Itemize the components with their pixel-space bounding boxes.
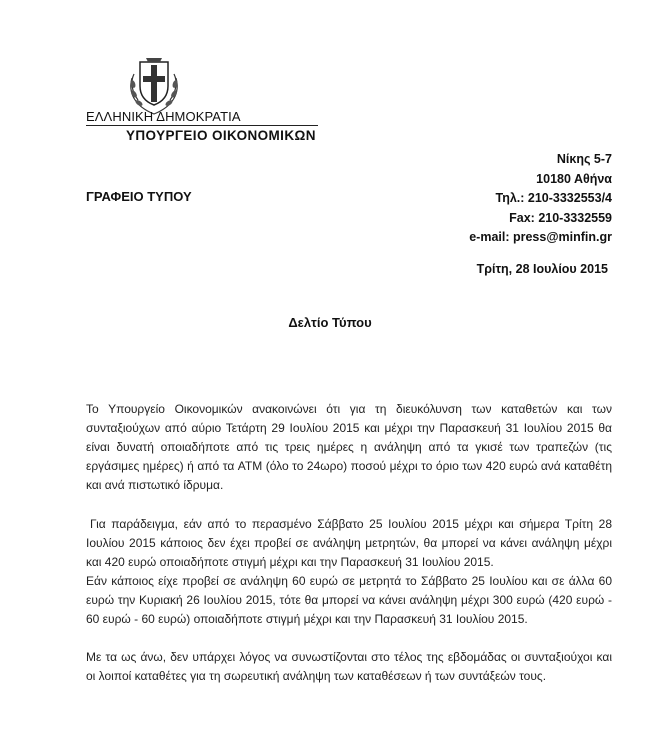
contact-city: 10180 Αθήνα — [536, 171, 612, 186]
contact-fax: Fax: 210-3332559 — [509, 210, 612, 225]
example-paragraph-text-2: Εάν κάποιος είχε προβεί σε ανάληψη 60 ευρώ σε μετρητά το Σάββατο 25 Ιουλίου και σε άλλα 60 ευρώ την Κυριακή 26 Ιουλίου 2015, τότε θα μπορεί να κάνει ανάληψη μέχρι 300 ευρώ (420 ευρώ - 60 ευρώ - 60 ευρώ) οποιαδήποτε στιγμή μέχρι και την Παρασκευή 31 Ιουλίου 2015. — [86, 574, 612, 626]
office-name: ΓΡΑΦΕΙΟ ΤΥΠΟΥ — [86, 189, 192, 204]
document-title: Δελτίο Τύπου — [288, 315, 372, 330]
greek-coat-of-arms-icon — [124, 48, 184, 118]
paragraph-text: Το Υπουργείο Οικονομικών ανακοινώνει ότι για τη διευκόλυνση των καταθετών και των συνταξιούχων από αύριο Τετάρτη 29 Ιουλίου 2015 και μέχρι την Παρασκευή 31 Ιουλίου 2015 θα είναι δυνατή οποιαδήποτε από τις τρεις ημέρες η ανάληψη από τα γκισέ των τραπεζών (τις εργάσιμες ημέρες) ή από τα ATM (όλο το 24ωρο) ποσού μέχρι το όριο των 420 ευρώ ανά καταθέτη και ανά πιστωτικό ίδρυμα. — [86, 402, 612, 492]
body-paragraph-1 — [86, 400, 612, 495]
document-date: Τρίτη, 28 Ιουλίου 2015 — [476, 262, 608, 276]
ministry-name: ΥΠΟΥΡΓΕΙΟ ΟΙΚΟΝΟΜΙΚΩΝ — [126, 128, 316, 143]
contact-block — [469, 150, 612, 248]
contact-phone: Τηλ.: 210-3332553/4 — [495, 191, 612, 205]
header-divider — [86, 125, 318, 126]
republic-name: ΕΛΛΗΝΙΚΗ ΔΗΜΟΚΡΑΤΙΑ — [86, 109, 241, 124]
example-paragraph-text: Για παράδειγμα, εάν από το περασμένο Σάββατο 25 Ιουλίου 2015 μέχρι και σήμερα Τρίτη 28 Ιουλίου 2015 κάποιος δεν έχει προβεί σε ανάληψη μετρητών, θα μπορεί να κάνει ανάληψη μέχρι και 420 ευρώ οποιαδήποτε στιγμή μέχρι και την Παρασκευή 31 Ιουλίου 2015. — [86, 517, 612, 569]
contact-street: Νίκης 5-7 — [556, 152, 612, 166]
contact-email[interactable]: e-mail: press@minfin.gr — [469, 230, 612, 244]
body-paragraph-3 — [86, 648, 612, 686]
closing-paragraph-text: Με τα ως άνω, δεν υπάρχει λόγος να συνωστίζονται στο τέλος της εβδομάδας οι συνταξιούχοι και οι λοιποί καταθέτες για τη σωρευτική ανάληψη των καταθέσεων ή των συντάξεών τους. — [86, 650, 612, 683]
body-paragraph-2 — [86, 515, 612, 629]
